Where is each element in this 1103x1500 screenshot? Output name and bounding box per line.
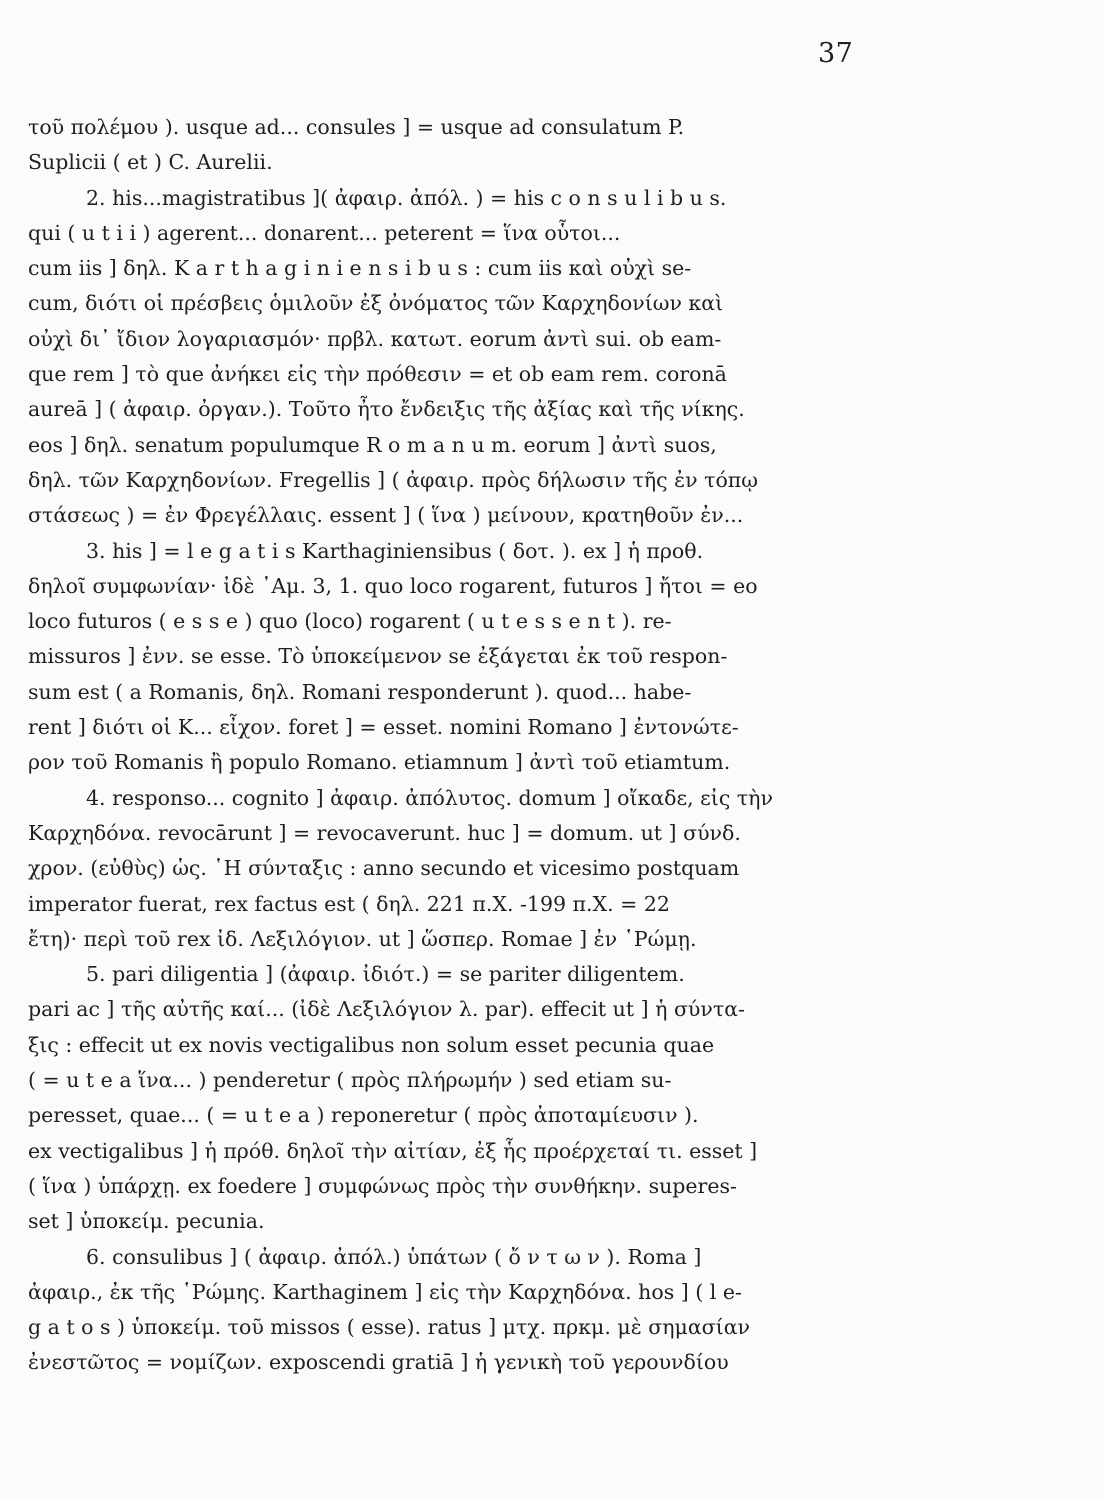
text-line: rent ] διότι οἱ K... εἶχον. foret ] = esset. nomini Romano ] ἐντονώτε- — [28, 715, 739, 740]
commentary-text — [28, 110, 880, 1381]
text-line: ( ἵνα ) ὑπάρχῃ. ex foedere ] συμφώνως πρὸς τὴν συνθήκην. superes- — [28, 1173, 737, 1198]
text-line: missuros ] ἐνν. se esse. Τὸ ὑποκείμενον se ἐξάγεται ἐκ τοῦ respon- — [28, 644, 728, 669]
text-line: peresset, quae... ( = u t e a ) reponeretur ( πρὸς ἀποταμίευσιν ). — [28, 1103, 699, 1128]
text-line: χρον. (εὐθὺς) ὡς. ῾Η σύνταξις : anno secundo et vicesimo postquam — [28, 856, 740, 881]
text-line: ex vectigalibus ] ἡ πρόθ. δηλοῖ τὴν αἰτίαν, ἐξ ἧς προέρχεταί τι. esset ] — [28, 1138, 758, 1163]
text-line: cum, διότι οἱ πρέσβεις ὁμιλοῦν ἐξ ὀνόματος τῶν Καρχηδονίων καὶ — [28, 291, 724, 316]
text-line: cum iis ] δηλ. K a r t h a g i n i e n s i b u s : cum iis καὶ οὐχὶ se- — [28, 256, 692, 281]
text-line: 6. consulibus ] ( ἀφαιρ. ἀπόλ.) ὑπάτων ( ὄ ν τ ω ν ). Roma ] — [86, 1244, 702, 1269]
text-line: pari ac ] τῆς αὐτῆς καί... (ἰδὲ Λεξιλόγιον λ. par). effecit ut ] ἡ σύντα- — [28, 997, 745, 1022]
text-line: eos ] δηλ. senatum populumque R o m a n u m. eorum ] ἀντὶ suos, — [28, 432, 717, 457]
text-line: ξις : effecit ut ex novis vectigalibus non solum esset pecunia quae — [28, 1032, 715, 1057]
text-line: set ] ὑποκείμ. pecunia. — [28, 1209, 265, 1234]
text-line: imperator fuerat, rex factus est ( δηλ. 221 π.Χ. -199 π.Χ. = 22 — [28, 891, 670, 916]
text-line: que rem ] τὸ que ἀνήκει εἰς τὴν πρόθεσιν = et ob eam rem. coronā — [28, 362, 727, 387]
text-line: sum est ( a Romanis, δηλ. Romani responderunt ). quod... habe- — [28, 679, 692, 704]
text-line: qui ( u t i i ) agerent... donarent... peterent = ἵνα οὗτοι... — [28, 220, 621, 245]
text-line: 4. responso... cognito ] ἀφαιρ. ἀπόλυτος. domum ] οἴκαδε, εἰς τὴν — [86, 785, 773, 810]
text-line: ἐνεστῶτος = νομίζων. exposcendi gratiā ] ἡ γενικὴ τοῦ γερουνδίου — [28, 1350, 729, 1375]
text-line: aureā ] ( ἀφαιρ. ὀργαν.). Τοῦτο ἦτο ἔνδειξις τῆς ἀξίας καὶ τῆς νίκης. — [28, 397, 745, 422]
text-line: ἔτη)· περὶ τοῦ rex ἰδ. Λεξιλόγιον. ut ] ὥσπερ. Romae ] ἐν ῾Ρώμῃ. — [28, 926, 697, 951]
text-line: Suplicii ( et ) C. Aurelii. — [28, 150, 273, 175]
text-line: Καρχηδόνα. revocārunt ] = revocaverunt. huc ] = domum. ut ] σύνδ. — [28, 820, 741, 845]
text-line: τοῦ πολέμου ). usque ad... consules ] = usque ad consulatum P. — [28, 115, 685, 139]
text-line: στάσεως ) = ἐν Φρεγέλλαις. essent ] ( ἵνα ) μείνουν, κρατηθοῦν ἐν... — [28, 503, 744, 528]
text-line: δηλ. τῶν Καρχηδονίων. Fregellis ] ( ἀφαιρ. πρὸς δήλωσιν τῆς ἐν τόπῳ — [28, 467, 758, 492]
text-line: δηλοῖ συμφωνίαν· ἰδὲ ᾿Αμ. 3, 1. quo loco rogarent, futuros ] ἤτοι = eo — [28, 573, 758, 598]
text-line: ρον τοῦ Romanis ἢ populo Romano. etiamnum ] ἀντὶ τοῦ etiamtum. — [28, 750, 731, 775]
page-number: 37 — [818, 38, 854, 69]
text-line: loco futuros ( e s s e ) quo (loco) rogarent ( u t e s s e n t ). re- — [28, 609, 672, 634]
text-line: 2. his...magistratibus ]( ἀφαιρ. ἀπόλ. ) = his c o n s u l i b u s. — [86, 185, 727, 210]
text-line: 3. his ] = l e g a t i s Karthaginiensibus ( δοτ. ). ex ] ἡ προθ. — [86, 538, 704, 563]
text-line: ἀφαιρ., ἐκ τῆς ῾Ρώμης. Karthaginem ] εἰς τὴν Καρχηδόνα. hos ] ( l e- — [28, 1279, 742, 1304]
text-line: ( = u t e a ἵνα... ) penderetur ( πρὸς πλήρωμήν ) sed etiam su- — [28, 1068, 672, 1093]
text-line: 5. pari diligentia ] (ἀφαιρ. ἰδιότ.) = se pariter diligentem. — [86, 962, 685, 987]
text-line: g a t o s ) ὑποκείμ. τοῦ missos ( esse). ratus ] μτχ. πρκμ. μὲ σημασίαν — [28, 1315, 751, 1340]
text-line: οὐχὶ δι᾽ ἴδιον λογαριασμόν· πρβλ. κατωτ. eorum ἀντὶ sui. ob eam- — [28, 326, 722, 351]
